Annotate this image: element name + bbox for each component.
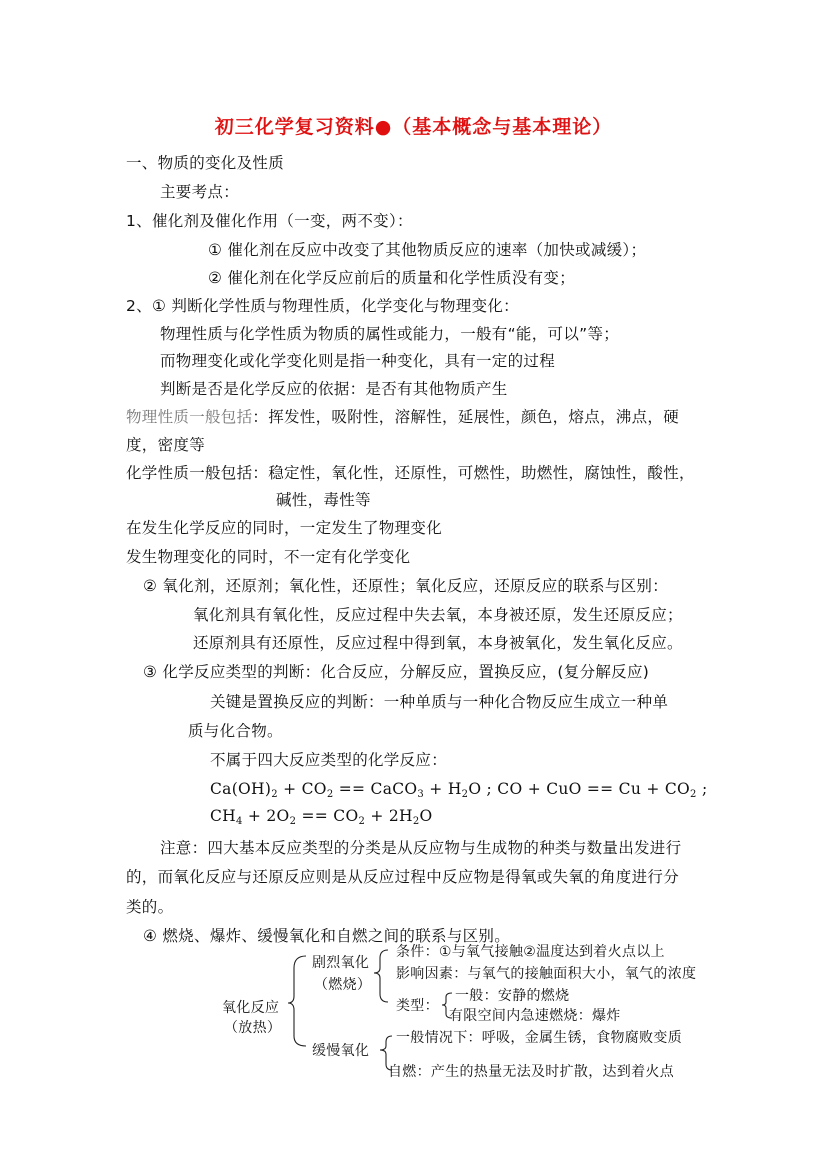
main-brace <box>288 956 306 1046</box>
note-a: 注意：四大基本反应类型的分类是从反应物与生成物的种类与数量出发进行 <box>160 839 682 857</box>
point-4a: 关键是置换反应的判断：一种单质与一种化合物反应生成立一种单 <box>210 693 669 711</box>
point-2c: 判断是否是化学反应的依据：是否有其他物质产生 <box>160 380 508 398</box>
combustion-brace <box>374 950 388 1002</box>
key-points-label: 主要考点： <box>160 183 240 201</box>
note-c: 类的。 <box>126 898 174 916</box>
equation-line-2: $CH_4 + 2O_2 == CO_2 + 2H_2O$ <box>210 807 433 827</box>
point-4c: 不属于四大反应类型的化学反应： <box>210 751 448 769</box>
type-explosion: 有限空间内急速燃烧：爆炸 <box>449 1008 621 1024</box>
point-3b: 还原剂具有还原性，反应过程中得到氧，本身被氧化，发生氧化反应。 <box>193 634 683 652</box>
physical-properties-label: 物理性质一般包括 <box>126 408 253 426</box>
page-title: 初三化学复习资料●（基本概念与基本理论） <box>214 116 613 138</box>
physical-properties-cont: 度，密度等 <box>126 436 206 454</box>
point-2b: 而物理变化或化学变化则是指一种变化，具有一定的过程 <box>160 352 556 370</box>
note-line-1: 在发生化学反应的同时，一定发生了物理变化 <box>126 519 443 537</box>
point-1b: ② 催化剂在化学反应前后的质量和化学性质没有变； <box>208 269 576 287</box>
point-2a: 物理性质与化学性质为物质的属性或能力，一般有“能，可以”等； <box>160 325 620 343</box>
point-1a: ① 催化剂在反应中改变了其他物质反应的速率（加快或减缓）； <box>208 241 647 259</box>
point-5: ④ 燃烧、爆炸、缓慢氧化和自燃之间的联系与区别。 <box>143 927 511 945</box>
chemical-properties-cont: 碱性，毒性等 <box>276 491 371 509</box>
slow-general: 一般情况下：呼吸，金属生锈，食物腐败变质 <box>396 1030 682 1046</box>
point-4: ③ 化学反应类型的判断：化合反应，分解反应，置换反应，(复分解反应) <box>143 663 650 681</box>
point-3: ② 氧化剂，还原剂；氧化性，还原性；氧化反应，还原反应的联系与区别： <box>143 577 669 595</box>
combustion-sub: （燃烧） <box>314 977 372 993</box>
physical-properties-list: ：挥发性，吸附性，溶解性，延展性，颜色，熔点，沸点，硬 <box>252 408 680 426</box>
point-2: 2、① 判断化学性质与物理性质，化学变化与物理变化： <box>126 297 519 315</box>
equation-line-1: $Ca(OH)_2 + CO_2$ == CaCO$_3$ + $H_2O$ ; CO + CuO == $Cu + CO_2$ ; <box>210 780 708 800</box>
note-line-2: 发生物理变化的同时，不一定有化学变化 <box>126 548 411 566</box>
type-label: 类型： <box>396 998 439 1014</box>
point-4b: 质与化合物。 <box>188 722 283 740</box>
oxidation-root: 氧化反应 <box>222 1000 280 1016</box>
chemical-properties: 化学性质一般包括：稳定性，氧化性，还原性，可燃性，助燃性，腐蚀性，酸性， <box>126 464 695 482</box>
condition-line: 条件：①与氧气接触②温度达到着火点以上 <box>396 944 665 960</box>
combustion-label: 剧烈氧化 <box>312 955 370 971</box>
slow-oxidation-label: 缓慢氧化 <box>312 1043 370 1059</box>
point-3a: 氧化剂具有氧化性，反应过程中失去氧，本身被还原，发生还原反应； <box>193 606 683 624</box>
section-heading: 一、物质的变化及性质 <box>126 154 285 172</box>
spontaneous-combustion: 自燃：产生的热量无法及时扩散，达到着火点 <box>388 1064 674 1080</box>
type-general: 一般：安静的燃烧 <box>455 988 570 1004</box>
note-b: 的，而氧化反应与还原反应则是从反应过程中反应物是得氧或失氧的角度进行分 <box>126 868 680 886</box>
oxidation-root-sub: （放热） <box>224 1020 282 1036</box>
factor-line: 影响因素：与氧气的接触面积大小，氧气的浓度 <box>396 966 697 982</box>
point-1: 1、催化剂及催化作用（一变，两不变）： <box>126 212 413 230</box>
